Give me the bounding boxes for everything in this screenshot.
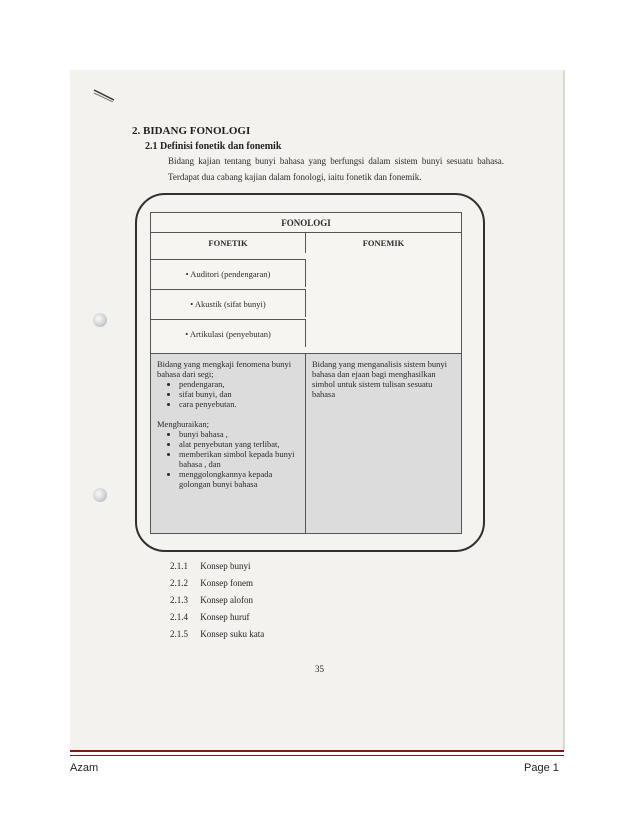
concept-list (170, 558, 264, 643)
fonemik-description: Bidang yang menganalisis sistem bunyi bahasa dan ejaan bagi menghasilkan simbol untuk sistem tulisan sesuatu bahasa (306, 353, 461, 533)
fonetik-header: FONETIK (151, 233, 306, 253)
concept-item: 2.1.4 Konsep huruf (170, 612, 250, 622)
footer-rule (70, 750, 564, 752)
staple-mark (93, 88, 115, 102)
fonetik-item: • Akustik (sifat bunyi) (151, 289, 306, 317)
fonetik-description (151, 353, 306, 533)
fonetik-desc-text: Bidang yang mengkaji fenomena bunyi bahasa dari segi; (157, 359, 292, 379)
table-title: FONOLOGI (151, 213, 461, 233)
fonemik-header: FONEMIK (362, 238, 405, 248)
fonologi-table (150, 212, 462, 534)
footer-rule-thin (70, 755, 564, 756)
fonetik-desc-text-2: Menghuraikan; (157, 419, 209, 429)
concept-item: 2.1.5 Konsep suku kata (170, 629, 265, 639)
punch-hole (93, 488, 107, 502)
subsection-heading: 2.1 Definisi fonetik dan fonemik (145, 141, 282, 152)
footer-page-label: Page 1 (524, 762, 559, 774)
list-item: • bunyi bahasa , (179, 429, 299, 439)
intro-paragraph: Bidang kajian tentang bunyi bahasa yang berfungsi dalam sistem bunyi sesuatu bahasa. Terdapat dua cabang kajian dalam fonologi, iaitu fonetik dan fonemik. (168, 156, 504, 182)
concept-item: 2.1.3 Konsep alofon (170, 595, 253, 605)
footer-author: Azam (70, 762, 99, 774)
fonetik-list-2 (157, 429, 299, 489)
fonetik-list (157, 379, 299, 409)
list-item: • pendengaran, (179, 379, 299, 389)
list-item: • sifat bunyi, dan (179, 389, 299, 399)
concept-item: 2.1.1 Konsep bunyi (170, 561, 251, 571)
punch-hole (93, 313, 107, 327)
list-item: • cara penyebutan. (179, 399, 299, 409)
list-item: • memberikan simbol kepada bunyi bahasa , dan (179, 449, 299, 469)
list-item: • menggolongkannya kepada golongan bunyi bahasa (179, 469, 299, 489)
section-heading: 2. BIDANG FONOLOGI (132, 125, 251, 137)
fonetik-item: • Auditori (pendengaran) (151, 259, 306, 287)
list-item: • alat penyebutan yang terlibat, (179, 439, 299, 449)
scan-page-number: 35 (315, 664, 324, 674)
fonetik-item: • Artikulasi (penyebutan) (151, 319, 306, 347)
concept-item: 2.1.2 Konsep fonem (170, 578, 253, 588)
